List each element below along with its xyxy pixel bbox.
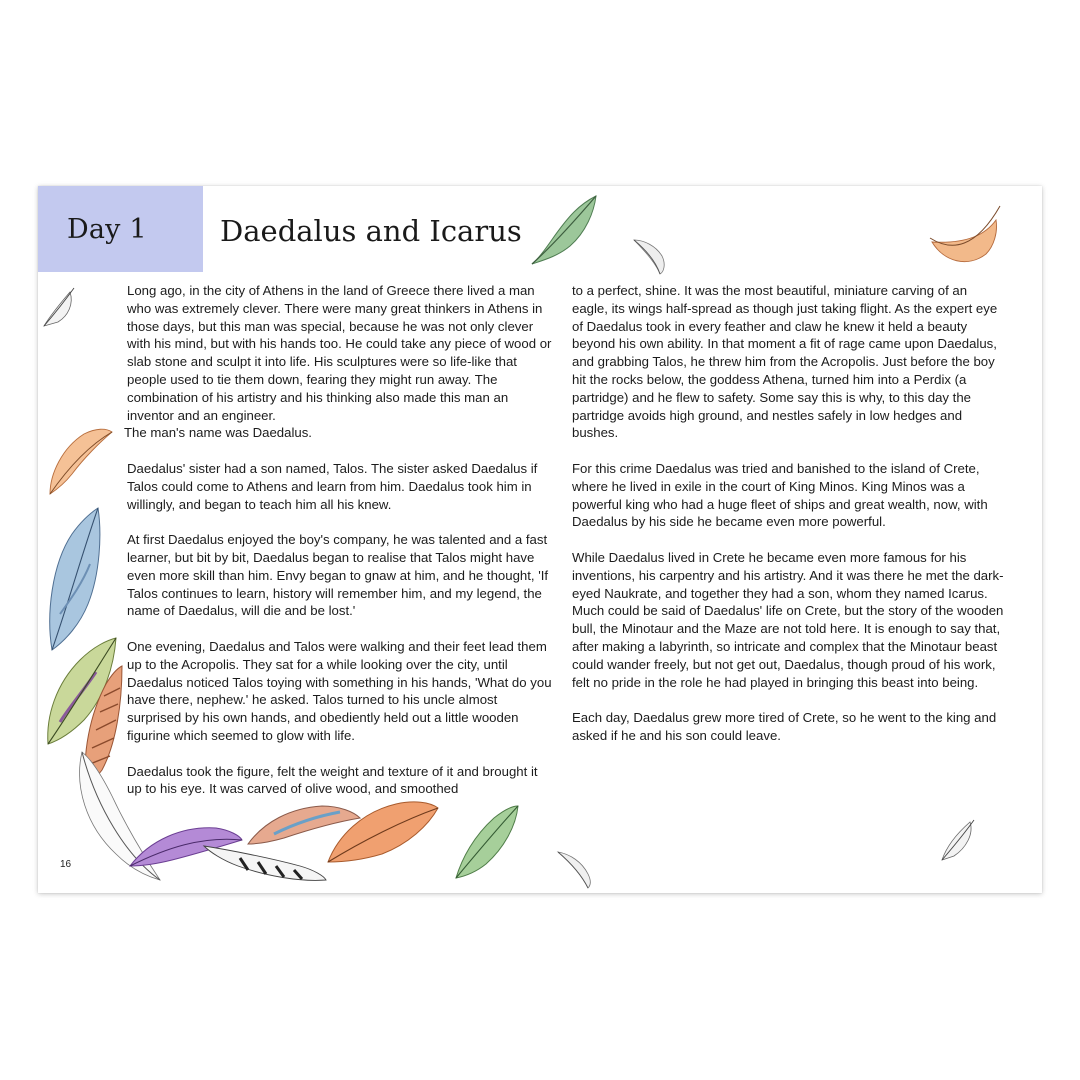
grey-feather-top-illustration xyxy=(630,234,670,278)
paragraph-text: Long ago, in the city of Athens in the land of Greece there lived a man who was extremely clever. There were many great thinkers in Athens in those days, but this man was special, because he was not only clever with his mind, but with his hands too. He could take any piece of wood or slab stone and sculpt it into life. His sculptures were so life-like that people used to tie them down, fearing they might run away. The combination of his artistry and his thinking also made this man an inventor and an engineer. xyxy=(127,283,552,423)
chapter-title: Daedalus and Icarus xyxy=(220,214,522,248)
orange-feather-left-illustration xyxy=(44,424,116,498)
orange-feather-top-right-illustration xyxy=(928,202,1004,272)
day-label-box xyxy=(38,186,203,272)
paragraph-closing-line: The man's name was Daedalus. xyxy=(124,425,312,441)
paragraph: One evening, Daedalus and Talos were walking and their feet lead them up to the Acropolis. They sat for a while looking over the city, until Daedalus noticed Talos toying with something in his hands, 'What do you have there, nephew.' he asked. Talos turned to his uncle almost surprised by his own hands, and obediently held out a little wooden figurine which seemed to glow with life. xyxy=(127,638,552,743)
grey-feather-bottom-right-illustration xyxy=(936,816,980,864)
grey-feather-left-illustration xyxy=(40,286,80,332)
book-page xyxy=(38,186,1042,893)
green-feather-top-illustration xyxy=(526,190,606,270)
right-text-column xyxy=(572,282,1004,763)
day-label: Day 1 xyxy=(67,214,147,245)
paragraph: While Daedalus lived in Crete he became even more famous for his inventions, his carpentry and his artistry. And it was there he met the dark-eyed Naukrate, and together they had a son, whom they named Icarus. Much could be said of Daedalus' life on Crete, but the story of the wooden bull, the Minotaur and the Maze are not told here. It is enough to say that, after making a labyrinth, so intricate and complex that the Minotaur beast could wander freely, but not get out, Daedalus, though proud of his work, felt no pride in the role he had played in bringing this beast into being. xyxy=(572,549,1004,690)
paragraph: For this crime Daedalus was tried and banished to the island of Crete, where he lived in exile in the court of King Minos. King Minos was a powerful king who had a huge fleet of ships and great wealth, now, with Daedalus by his side he became even more powerful. xyxy=(572,460,988,530)
left-text-column xyxy=(124,282,552,816)
paragraph: Each day, Daedalus grew more tired of Crete, so he went to the king and asked if he and his son could leave. xyxy=(572,710,997,743)
paragraph: At first Daedalus enjoyed the boy's company, he was talented and a fast learner, but bit by bit, Daedalus began to realise that Talos might have even more skill than him. Envy began to gnaw at him, and he thought, 'If Talos continues to learn, history will remember him, and my legend, the name of Daedalus, will die and be lost.' xyxy=(127,532,549,619)
paragraph: Daedalus took the figure, felt the weight and texture of it and brought it up to his eye. It was carved of olive wood, and smoothed xyxy=(127,763,538,797)
page-number: 16 xyxy=(60,859,72,870)
paragraph: Daedalus' sister had a son named, Talos. The sister asked Daedalus if Talos could come to Athens and learn from him. Daedalus took him in willingly, and began to teach him all his knew. xyxy=(127,460,538,512)
paragraph: to a perfect, shine. It was the most beautiful, miniature carving of an eagle, its wings half-spread as though just taking flight. As the expert eye of Daedalus took in every feather and claw he knew it held a beauty beyond his own ability. In that moment a fit of rage came upon Daedalus, and grabbing Talos, he threw him from the Acropolis. Just before the boy hit the rocks below, the goddess Athena, turned him into a Perdix (a partridge) and he flew to safety. Some say this is why, to this day the partridge avoids high ground, and nestles safely in low hedges and bushes. xyxy=(572,283,998,441)
paragraph xyxy=(124,282,552,442)
grey-feather-bottom-illustration xyxy=(554,846,598,890)
